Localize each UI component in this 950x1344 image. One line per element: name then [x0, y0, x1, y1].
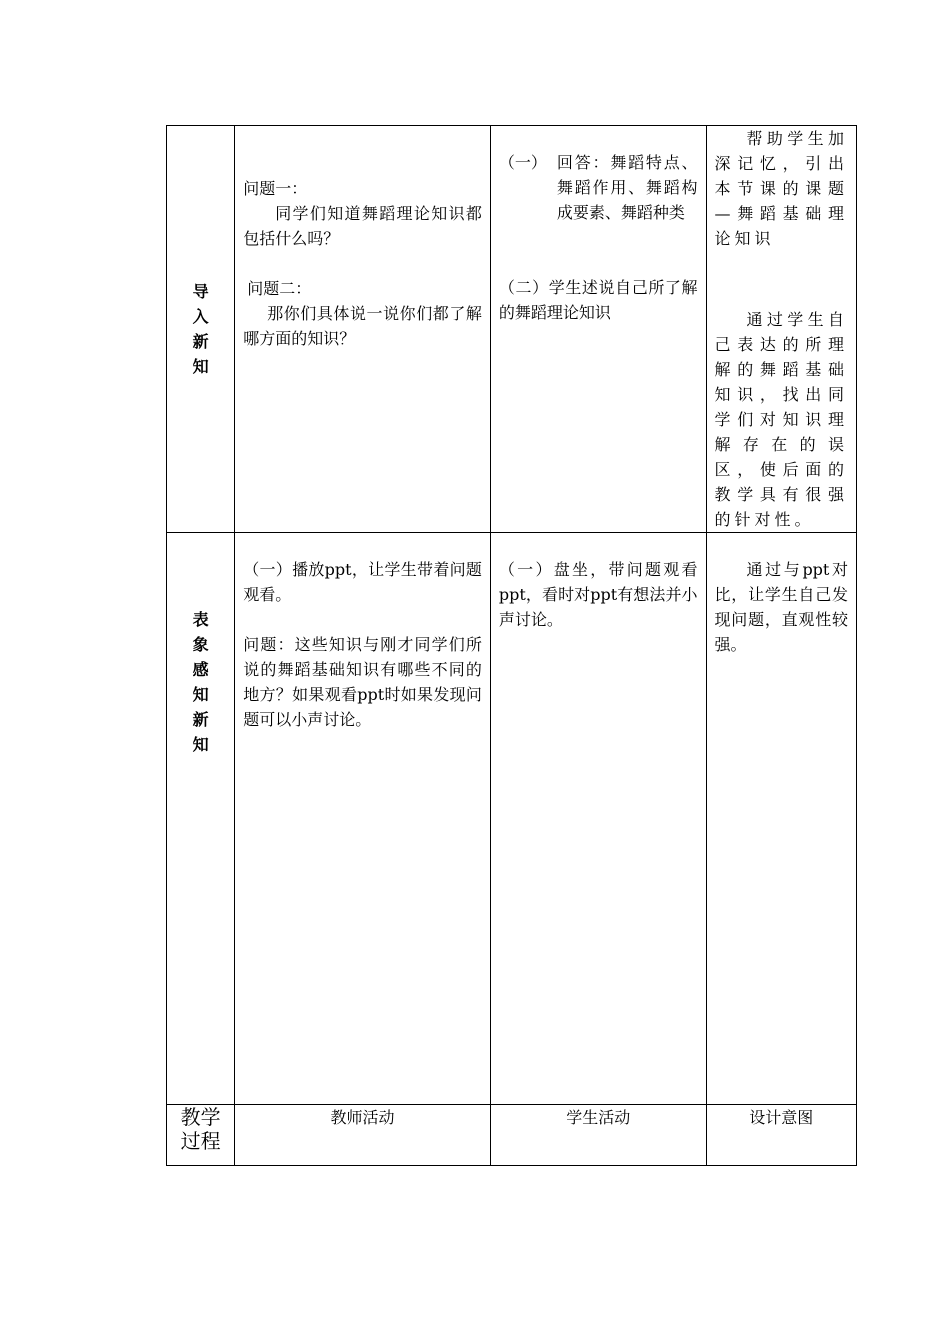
phase-label: 导 入 新 知 — [192, 282, 209, 376]
question-two-label: 问题二： — [247, 279, 312, 298]
design-intent-cell — [706, 126, 856, 533]
design-intent-cell — [706, 533, 856, 1105]
header-student-activity: 学生活动 — [490, 1105, 706, 1166]
answer-two: （二）学生述说自己所了解的舞蹈理论知识 — [498, 278, 698, 322]
teacher-activity-cell — [235, 533, 491, 1105]
teacher-activity-cell — [235, 126, 491, 533]
student-activity-cell — [490, 126, 706, 533]
intent-text: 通过与ppt对比，让学生自己发现问题，直观性较强。 — [714, 560, 848, 654]
teacher-question: 问题：这些知识与刚才同学们所说的舞蹈基础知识有哪些不同的地方？如果观看ppt时如果发现问题可以小声讨论。 — [243, 635, 482, 729]
table-row — [167, 533, 857, 1105]
answer-one: （一） 回答：舞蹈特点、舞蹈作用、舞蹈构成要素、舞蹈种类 — [498, 153, 698, 222]
intent-two: 通过学生自己表达的所理解的舞蹈基础知识，找出同学们对知识理解存在的误区，使后面的教学具有很强的针对性。 — [714, 310, 848, 529]
lesson-plan-table — [166, 125, 857, 1166]
question-one-text: 同学们知道舞蹈理论知识都包括什么吗？ — [243, 204, 482, 248]
question-two-text: 那你们具体说一说你们都了解哪方面的知识？ — [243, 304, 482, 348]
phase-label: 表 象 感 知 新 知 — [192, 610, 209, 754]
intent-one: 帮助学生加深记忆，引出本节课的课题—舞蹈基础理论知识 — [714, 129, 848, 248]
teacher-step-one: （一）播放ppt，让学生带着问题观看。 — [243, 560, 482, 604]
header-design-intent: 设计意图 — [706, 1105, 856, 1166]
phase-cell — [167, 533, 235, 1105]
table-row — [167, 126, 857, 533]
phase-cell — [167, 126, 235, 533]
header-teacher-activity: 教师活动 — [235, 1105, 491, 1166]
table-header-row — [167, 1105, 857, 1166]
student-activity-cell — [490, 533, 706, 1105]
student-step-one: （一）盘坐，带问题观看ppt，看时对ppt有想法并小声讨论。 — [498, 560, 698, 629]
question-one-label: 问题一： — [243, 179, 308, 198]
header-phase: 教学 过程 — [167, 1105, 235, 1166]
